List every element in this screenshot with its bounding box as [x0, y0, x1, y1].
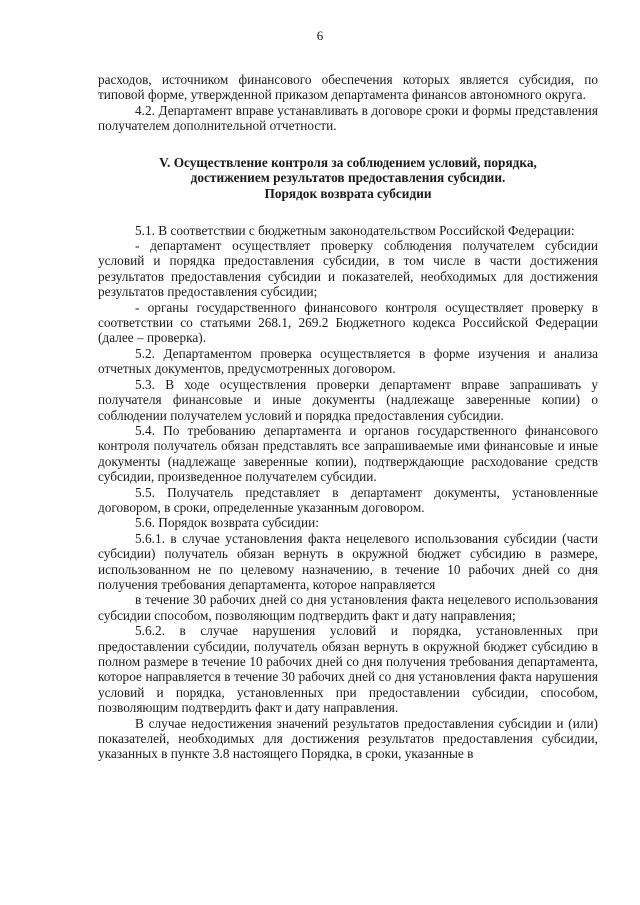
- paragraph: 5.4. По требованию департамента и органов государственного финансового контроля получатель обязан представлять все запрашиваемые ими финансовые и иные документы (надлежаще заверенные копии), подтверждающие расходование средств субсидии, произведенное получателем субсидии.: [98, 422, 598, 485]
- paragraph: 5.6.1. в случае установления факта нецелевого использования субсидии (части субсидии) получатель обязан вернуть в окружной бюджет субсидию в размере, использованном не по целевому назначению, в течение 10 рабочих дней со дня получения требования департамента, которое направляется: [98, 530, 598, 592]
- spacer: [98, 134, 598, 149]
- page-number: 6: [316, 28, 324, 43]
- paragraph: 5.5. Получатель представляет в департамент документы, установленные договором, в сроки, определенные указанным договором.: [98, 484, 598, 515]
- paragraph: 5.6.2. в случае нарушения условий и порядка, установленных при предоставлении субсидии, получатель обязан вернуть в окружной бюджет субсидию в полном размере в течение 10 рабочих дней со дня получения требования департамента, которое направляется в течение 30 рабочих дней со дня установления факта нарушения условий и порядка, установленных при предоставлении субсидии, способом, позволяющим подтвердить факт и дату направления.: [98, 623, 598, 716]
- spacer: [98, 201, 598, 216]
- paragraph: в течение 30 рабочих дней со дня установления факта нецелевого использования субсидии способом, позволяющим подтвердить факт и дату направления;: [98, 592, 598, 623]
- paragraph: 5.2. Департаментом проверка осуществляется в форме изучения и анализа отчетных документов, предусмотренных договором.: [98, 345, 598, 377]
- paragraph: расходов, источником финансового обеспечения которых является субсидия, по типовой форме, утвержденной приказом департамента финансов автономного округа.: [98, 72, 598, 103]
- paragraph: 4.2. Департамент вправе устанавливать в договоре сроки и формы представления получателем дополнительной отчетности.: [98, 102, 598, 134]
- section-heading-line: достижением результатов предоставления субсидии.: [190, 170, 506, 186]
- paragraph: - департамент осуществляет проверку соблюдения получателем субсидии условий и порядка предоставления субсидии, в том числе в части достижения результатов предоставления субсидии и показателей, необходимых для достижения результатов предоставления субсидии;: [98, 238, 598, 300]
- paragraph: 5.3. В ходе осуществления проверки департамент вправе запрашивать у получателя финансовые и иные документы (надлежаще заверенные копии) о соблюдении получателем условий и порядка предоставления субсидии.: [98, 376, 598, 423]
- section-heading-line: V. Осуществление контроля за соблюдением условий, порядка,: [159, 155, 537, 171]
- paragraph: В случае недостижения значений результатов предоставления субсидии и (или) показателей, необходимых для достижения результатов предоставления субсидии, указанных в пункте 3.8 настоящего Порядка, в сроки, указанные в: [98, 715, 598, 762]
- document-body: [98, 72, 598, 762]
- paragraph: 5.6. Порядок возврата субсидии:: [135, 515, 319, 531]
- section-heading-line: Порядок возврата субсидии: [264, 185, 432, 201]
- paragraph: - органы государственного финансового контроля осуществляет проверку в соответствии со статьями 268.1, 269.2 Бюджетного кодекса Российской Федерации (далее – проверка).: [98, 299, 598, 346]
- paragraph: 5.1. В соответствии с бюджетным законодательством Российской Федерации:: [135, 222, 575, 238]
